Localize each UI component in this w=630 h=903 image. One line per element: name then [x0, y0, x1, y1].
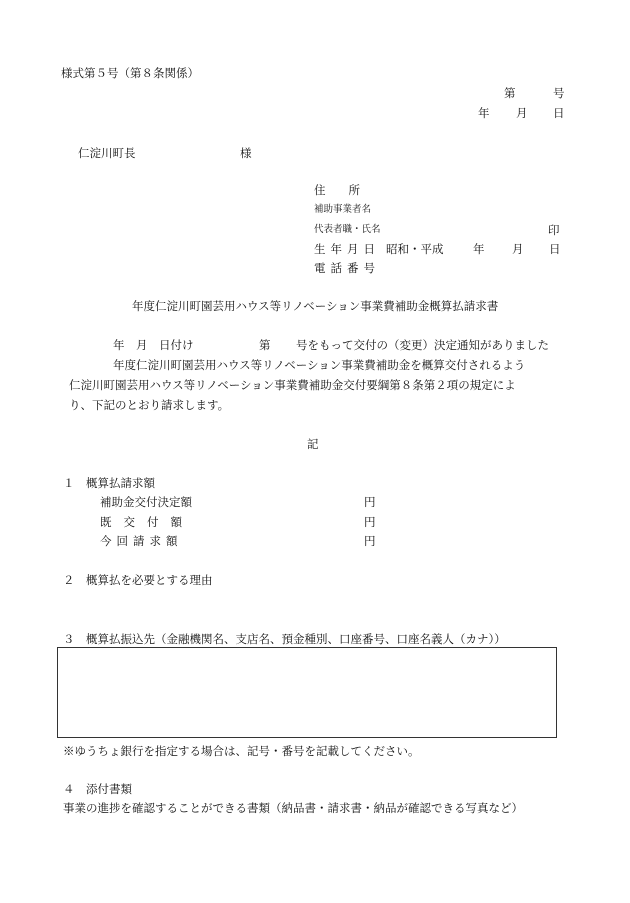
row-label-decided: 補助金交付決定額: [100, 495, 192, 509]
representative-label: 代表者職・氏名: [314, 224, 381, 235]
birth-label: 生年月日: [314, 242, 380, 256]
body-line2: 年度仁淀川町園芸用ハウス等リノベーション事業費補助金を概算交付されるよう: [113, 358, 526, 372]
row-label-already: 既交付額: [100, 515, 194, 529]
document-title: 年度仁淀川町園芸用ハウス等リノベーション事業費補助金概算払請求書: [132, 299, 499, 313]
section2-heading: ２ 概算払を必要とする理由: [63, 573, 213, 587]
doc-number-suffix: 号: [553, 86, 565, 100]
form-number: 様式第５号（第８条関係）: [61, 66, 199, 80]
row-unit-already: 円: [364, 515, 376, 529]
seal-mark: 印: [548, 223, 560, 237]
body-line1-rest: 号をもって交付の（変更）決定通知がありました: [296, 338, 549, 352]
body-line4: り、下記のとおり請求します。: [69, 398, 230, 412]
address-label: 住 所: [314, 183, 360, 197]
row-unit-decided: 円: [364, 495, 376, 509]
body-date-ref: 年 月 日付け: [113, 338, 194, 352]
doc-number-prefix: 第: [504, 86, 516, 100]
section1-heading: １ 概算払請求額: [63, 476, 155, 490]
date-year: 年: [478, 106, 490, 120]
section3-heading: ３ 概算払振込先（金融機関名、支店名、預金種別、口座番号、口座名義人（カナ））: [63, 632, 506, 646]
section4-heading: ４ 添付書類: [63, 782, 132, 796]
addressee-name: 仁淀川町長: [78, 146, 136, 160]
row-label-current: 今回請求額: [100, 534, 183, 548]
business-name-label: 補助事業者名: [314, 204, 372, 215]
birth-era: 昭和・平成: [386, 242, 444, 256]
birth-day: 日: [549, 242, 561, 256]
row-unit-current: 円: [364, 534, 376, 548]
date-month: 月: [516, 106, 528, 120]
date-day: 日: [553, 106, 565, 120]
ki-marker: 記: [307, 437, 319, 451]
phone-label: 電話番号: [314, 261, 380, 275]
birth-year: 年: [473, 242, 485, 256]
birth-month: 月: [512, 242, 524, 256]
bank-account-box[interactable]: [57, 647, 557, 738]
body-line3: 仁淀川町園芸用ハウス等リノベーション事業費補助金交付要綱第８条第２項の規定によ: [69, 378, 516, 392]
section3-note: ※ゆうちょ銀行を指定する場合は、記号・番号を記載してください。: [63, 744, 420, 758]
addressee-honorific: 様: [240, 146, 252, 160]
body-number-prefix: 第: [259, 338, 271, 352]
section4-text: 事業の進捗を確認することができる書類（納品書・請求書・納品が確認できる写真など）: [63, 801, 523, 815]
